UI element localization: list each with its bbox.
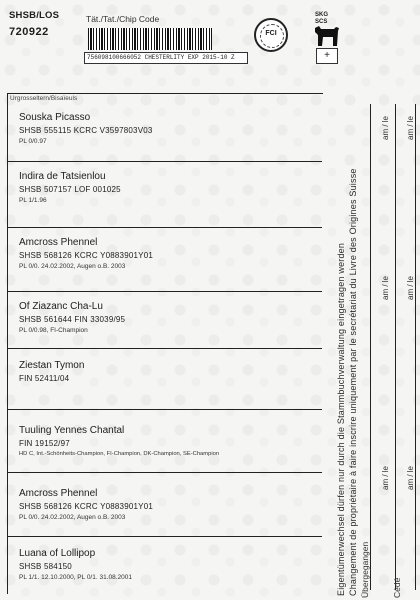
registry-label: SHSB/LOS <box>9 10 60 21</box>
ancestor-registration: SHSB 584150 <box>19 562 72 571</box>
ancestor-entry <box>7 161 322 228</box>
ancestor-entry <box>7 227 322 292</box>
dog-logo <box>312 24 342 48</box>
ancestor-entry <box>7 348 322 410</box>
ancestor-entry <box>7 104 322 162</box>
ancestor-details: PL 0/0.98, FI-Champion <box>19 327 88 334</box>
ancestor-registration: SHSB 568126 KCRC Y0883901Y01 <box>19 251 153 260</box>
ancestor-registration: SHSB 555115 KCRC V3597803V03 <box>19 126 153 135</box>
fci-logo <box>254 18 288 52</box>
ancestor-registration: SHSB 568126 KCRC Y0883901Y01 <box>19 502 153 511</box>
ownership-note-german: Eigentümerwechsel dürfen nur durch die Stammbuchverwaltung eingetragen werden <box>336 242 346 596</box>
signature-line <box>415 104 416 590</box>
date-label: am / le <box>406 115 415 140</box>
date-label: am / le <box>381 465 390 490</box>
ancestor-entry <box>7 291 322 349</box>
ceded-label: Cédé <box>392 577 402 598</box>
date-label: am / le <box>406 275 415 300</box>
ancestor-name: Luana of Lollipop <box>19 548 96 559</box>
ancestor-details: PL 1/1.96 <box>19 197 47 204</box>
chip-code-value: 756098100666052 CHESTERLITY EXP 2015-10 Z <box>84 52 248 64</box>
ancestor-details: PL 0/0. 24.02.2002, Augen o.B. 2003 <box>19 263 126 270</box>
ancestor-registration: FIN 52411/04 <box>19 374 70 383</box>
ancestor-details: HD C, Int.-Schönheits-Champion, FI-Champion, DK-Champion, SE-Champion <box>19 451 220 457</box>
ancestor-entry <box>7 472 322 537</box>
ownership-note-french: Changement de propriétaire à faire inscrire uniquement par le secrétariat du Livre des Origines Suisse <box>348 168 358 596</box>
section-title: Urgrosseltern/Bisaïeuls <box>10 95 78 102</box>
ancestor-name: Amcross Phennel <box>19 488 98 499</box>
ancestor-name: Of Ziazanc Cha-Lu <box>19 301 103 312</box>
ancestor-entry <box>7 536 322 593</box>
barcode <box>88 28 212 50</box>
ancestor-registration: SHSB 561644 FIN 33039/95 <box>19 315 126 324</box>
registry-number: 720922 <box>9 26 49 38</box>
fci-logo-text: FCI <box>265 30 277 37</box>
ancestor-details: PL 0/0.97 <box>19 138 47 145</box>
ancestor-details: PL 0/0. 24.02.2002, Augen o.B. 2003 <box>19 514 126 521</box>
date-label: am / le <box>381 115 390 140</box>
ancestor-registration: FIN 19152/97 <box>19 439 70 448</box>
ancestor-name: Tuuling Yennes Chantal <box>19 425 125 436</box>
transferred-label: Übergegangen <box>360 541 370 598</box>
skg-logo-text: SKG SCS <box>315 12 329 25</box>
date-label: am / le <box>406 465 415 490</box>
ancestor-name: Souska Picasso <box>19 112 91 123</box>
chip-code-title: Tät./Tat./Chip Code <box>86 14 160 24</box>
ancestor-name: Amcross Phennel <box>19 237 98 248</box>
ancestor-name: Ziestan Tymon <box>19 360 85 371</box>
ancestor-registration: SHSB 507157 LOF 001025 <box>19 185 121 194</box>
plus-badge: + <box>316 48 338 64</box>
ancestor-name: Indira de Tatsienlou <box>19 171 106 182</box>
date-label: am / le <box>381 275 390 300</box>
ancestor-entry <box>7 409 322 473</box>
signature-line <box>395 104 396 590</box>
ancestor-details: PL 1/1. 12.10.2000, PL 0/1. 31.08.2001 <box>19 574 133 581</box>
signature-line <box>370 104 371 590</box>
